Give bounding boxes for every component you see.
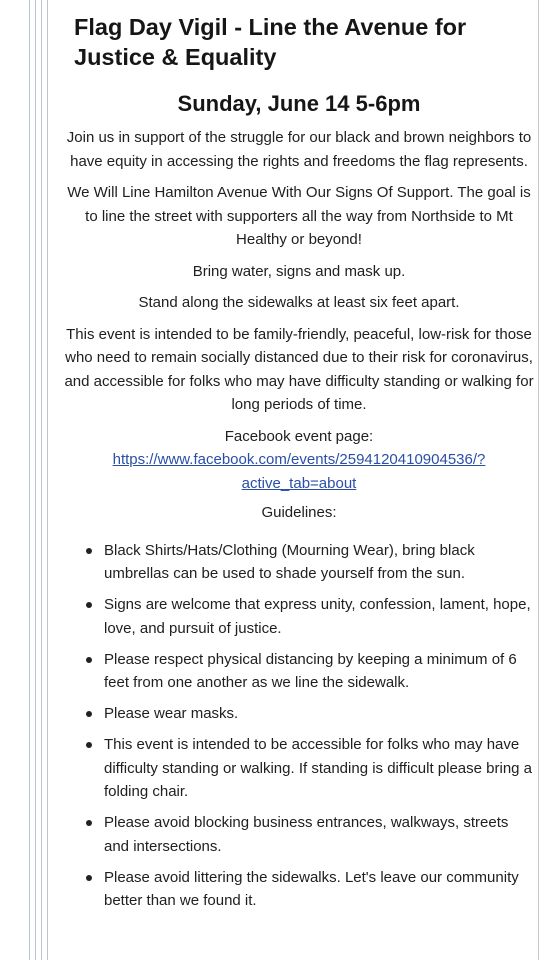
- guideline-text: Please respect physical distancing by keeping a minimum of 6 feet from one another as we line the sidewalk.: [104, 650, 517, 691]
- bring-paragraph: Bring water, signs and mask up.: [192, 262, 406, 280]
- list-item: [64, 733, 534, 804]
- bullet-icon: [86, 602, 92, 608]
- page-title: Flag Day Vigil - Line the Avenue for Justice & Equality: [74, 14, 467, 70]
- intro-paragraph: Join us in support of the struggle for our black and brown neighbors to have equity in accessing the rights and freedoms the flag represents.: [66, 129, 532, 170]
- list-item: [64, 811, 534, 858]
- list-item: [64, 702, 534, 726]
- facebook-event-label: Facebook event page:: [224, 427, 374, 445]
- facebook-event-link[interactable]: https://www.facebook.com/events/2594120410904536/?active_tab=about: [112, 451, 486, 492]
- distance-paragraph: Stand along the sidewalks at least six feet apart.: [138, 294, 460, 311]
- guideline-text: Signs are welcome that express unity, confession, lament, hope, love, and pursuit of justice.: [104, 596, 531, 637]
- guidelines-list: [64, 539, 534, 913]
- bullet-icon: [86, 657, 92, 663]
- list-item: [64, 648, 534, 695]
- margin-rule: [41, 0, 42, 960]
- accessibility-paragraph: This event is intended to be family-friendly, peaceful, low-risk for those who need to remain socially distanced due to their risk for coronavirus, and accessible for folks who may have difficulty standing or walking for long periods of time.: [64, 325, 534, 413]
- list-item: [64, 539, 534, 586]
- bullet-icon: [86, 875, 92, 881]
- bullet-icon: [86, 742, 92, 748]
- guidelines-heading: Guidelines:: [261, 504, 337, 521]
- bullet-icon: [86, 820, 92, 826]
- margin-rule: [29, 0, 30, 960]
- event-date: Sunday, June 14 5-6pm: [177, 91, 421, 116]
- guideline-text: Please avoid littering the sidewalks. Let's leave our community better than we found it.: [104, 868, 519, 909]
- margin-rule: [35, 0, 36, 960]
- guideline-text: Please wear masks.: [104, 705, 239, 722]
- facebook-event-paragraph: [64, 425, 534, 496]
- margin-rule: [47, 0, 48, 960]
- route-paragraph: We Will Line Hamilton Avenue With Our Signs Of Support. The goal is to line the street with supporters all the way from Northside to Mt Healthy or beyond!: [67, 184, 531, 248]
- list-item: [64, 593, 534, 640]
- guideline-text: Black Shirts/Hats/Clothing (Mourning Wear), bring black umbrellas can be used to shade yourself from the sun.: [104, 541, 475, 582]
- bullet-icon: [86, 548, 92, 554]
- guideline-text: Please avoid blocking business entrances, walkways, streets and intersections.: [104, 814, 509, 855]
- page-edge: [538, 0, 539, 960]
- bullet-icon: [86, 711, 92, 717]
- event-flyer: [64, 12, 534, 920]
- guideline-text: This event is intended to be accessible for folks who may have difficulty standing or walking. If standing is difficult please bring a folding chair.: [104, 736, 533, 800]
- list-item: [64, 866, 534, 913]
